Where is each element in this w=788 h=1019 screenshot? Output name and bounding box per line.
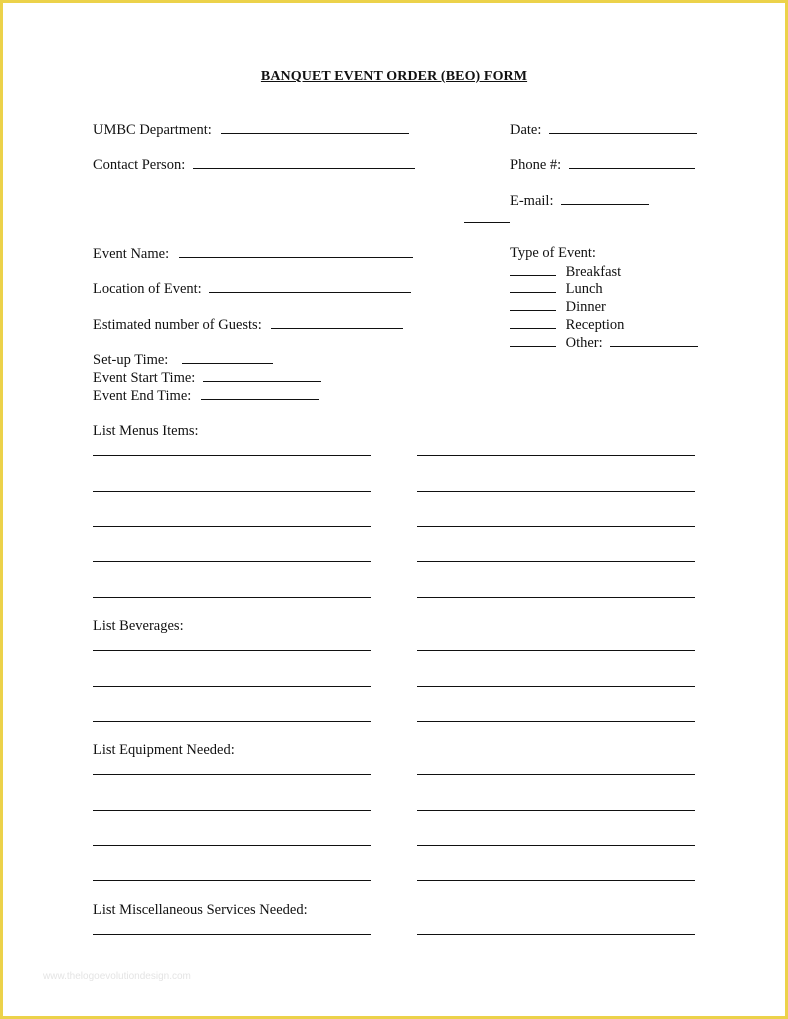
other-label: Other:	[565, 335, 603, 351]
beverage-line-right[interactable]	[417, 650, 695, 651]
event-type-lunch	[510, 280, 603, 297]
setup-label: Set-up Time:	[93, 352, 169, 368]
menu-line-left[interactable]	[93, 455, 371, 456]
department-field	[93, 121, 409, 138]
event-type-reception	[510, 316, 624, 333]
event-type-dinner	[510, 298, 606, 315]
phone-label: Phone #:	[510, 157, 562, 173]
location-blank[interactable]	[209, 280, 411, 293]
menu-line-right[interactable]	[417, 561, 695, 562]
location-field	[93, 280, 411, 297]
menu-line-right[interactable]	[417, 491, 695, 492]
end-field	[93, 387, 319, 404]
date-blank[interactable]	[549, 121, 697, 134]
start-label: Event Start Time:	[93, 370, 196, 386]
beverage-line-right[interactable]	[417, 686, 695, 687]
breakfast-label: Breakfast	[565, 264, 622, 280]
other-blank[interactable]	[510, 334, 556, 347]
guests-blank[interactable]	[271, 316, 403, 329]
equipment-line-right[interactable]	[417, 810, 695, 811]
end-label: Event End Time:	[93, 388, 192, 404]
equipment-line-right[interactable]	[417, 774, 695, 775]
beverages-heading: List Beverages:	[93, 618, 184, 634]
location-label: Location of Event:	[93, 281, 202, 297]
guests-label: Estimated number of Guests:	[93, 317, 262, 333]
equipment-line-right[interactable]	[417, 845, 695, 846]
start-field	[93, 369, 321, 386]
misc-heading: List Miscellaneous Services Needed:	[93, 902, 308, 918]
other-text-blank[interactable]	[610, 334, 698, 347]
equipment-line-left[interactable]	[93, 845, 371, 846]
setup-field	[93, 351, 273, 368]
email-continuation-line[interactable]	[464, 222, 510, 223]
end-blank[interactable]	[201, 387, 319, 400]
equipment-line-left[interactable]	[93, 810, 371, 811]
misc-line-right[interactable]	[417, 934, 695, 935]
menu-line-right[interactable]	[417, 597, 695, 598]
phone-field	[510, 156, 695, 173]
equipment-line-left[interactable]	[93, 774, 371, 775]
beverage-line-right[interactable]	[417, 721, 695, 722]
breakfast-blank[interactable]	[510, 263, 556, 276]
beverage-line-left[interactable]	[93, 650, 371, 651]
menu-line-left[interactable]	[93, 597, 371, 598]
type-of-event-label: Type of Event:	[510, 245, 596, 261]
date-field	[510, 121, 697, 138]
equipment-line-right[interactable]	[417, 880, 695, 881]
menu-line-right[interactable]	[417, 455, 695, 456]
setup-blank[interactable]	[182, 351, 273, 364]
department-blank[interactable]	[221, 121, 409, 134]
event-name-field	[93, 245, 413, 262]
menus-heading: List Menus Items:	[93, 423, 199, 439]
equipment-heading: List Equipment Needed:	[93, 742, 235, 758]
misc-line-left[interactable]	[93, 934, 371, 935]
lunch-label: Lunch	[565, 281, 603, 297]
phone-blank[interactable]	[569, 156, 695, 169]
reception-label: Reception	[565, 317, 625, 333]
contact-blank[interactable]	[193, 156, 415, 169]
email-label: E-mail:	[510, 193, 554, 209]
guests-field	[93, 316, 403, 333]
lunch-blank[interactable]	[510, 280, 556, 293]
menu-line-left[interactable]	[93, 526, 371, 527]
department-label: UMBC Department:	[93, 122, 212, 138]
form-title: BANQUET EVENT ORDER (BEO) FORM	[260, 69, 528, 84]
beverage-line-left[interactable]	[93, 686, 371, 687]
event-name-blank[interactable]	[179, 245, 413, 258]
equipment-line-left[interactable]	[93, 880, 371, 881]
menu-line-left[interactable]	[93, 561, 371, 562]
email-field	[510, 192, 649, 209]
contact-label: Contact Person:	[93, 157, 186, 173]
date-label: Date:	[510, 122, 542, 138]
menu-line-right[interactable]	[417, 526, 695, 527]
contact-field	[93, 156, 415, 173]
watermark: www.thelogoevolutiondesign.com	[43, 971, 191, 982]
dinner-label: Dinner	[565, 299, 606, 315]
event-type-breakfast	[510, 263, 621, 280]
dinner-blank[interactable]	[510, 298, 556, 311]
event-name-label: Event Name:	[93, 246, 170, 262]
start-blank[interactable]	[203, 369, 321, 382]
reception-blank[interactable]	[510, 316, 556, 329]
event-type-other	[510, 334, 698, 351]
menu-line-left[interactable]	[93, 491, 371, 492]
beverage-line-left[interactable]	[93, 721, 371, 722]
email-blank[interactable]	[561, 192, 649, 205]
